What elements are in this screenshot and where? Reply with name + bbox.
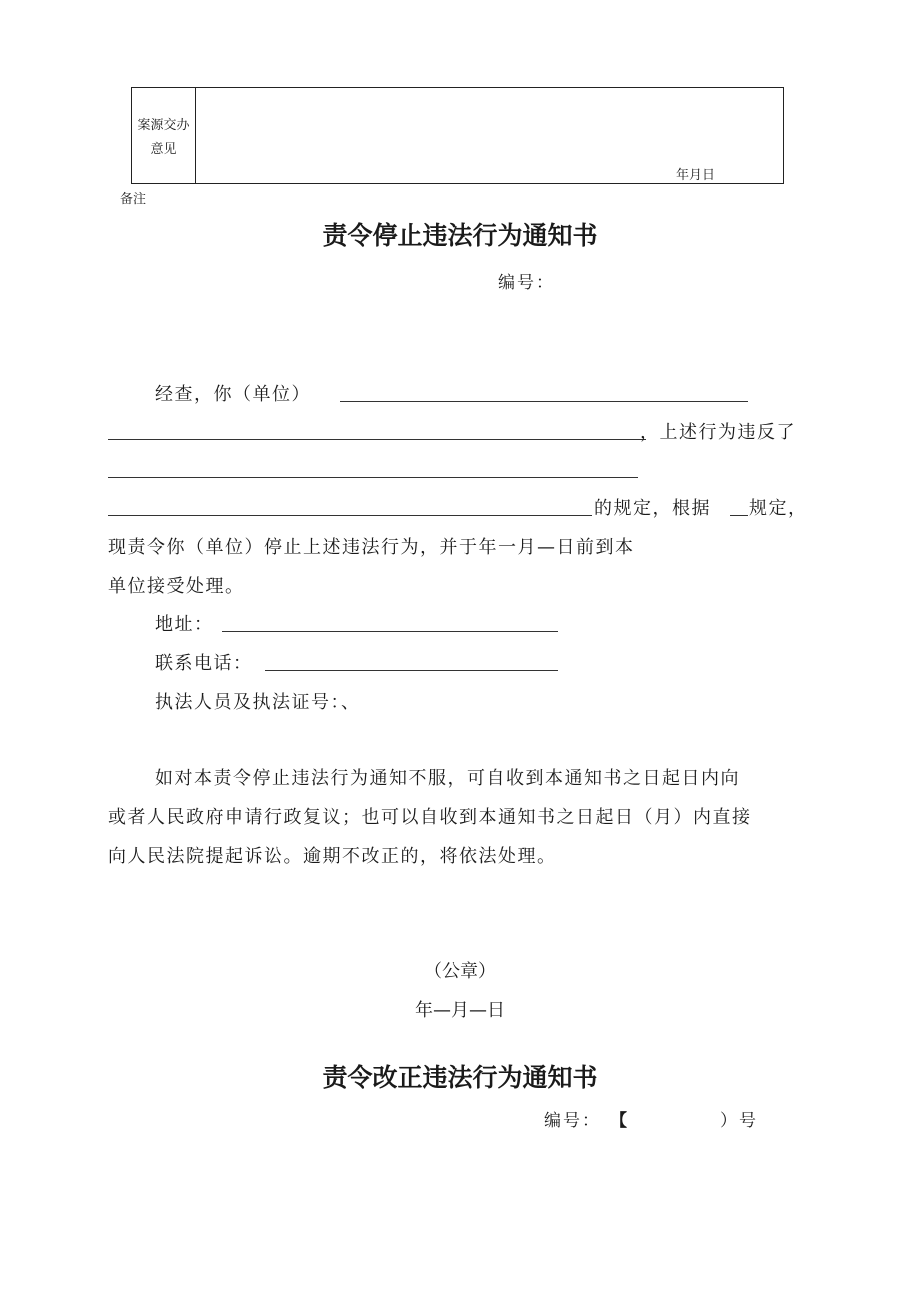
notice1-date: 年—月—日 bbox=[415, 1000, 505, 1021]
label-line-2: 意见 bbox=[150, 142, 177, 157]
address-blank bbox=[222, 631, 558, 632]
address-label: 地址： bbox=[155, 614, 214, 635]
law-blank-1 bbox=[108, 477, 638, 478]
notice1-line5: 现责令你（单位）停止上述违法行为，并于年一月—日前到本 bbox=[108, 537, 635, 558]
notice1-title: 责令停止违法行为通知书 bbox=[322, 221, 598, 250]
notice2-serial-close: ）号 bbox=[720, 1111, 758, 1131]
law-blank-2 bbox=[108, 515, 592, 516]
notice1-line1-prefix: 经查，你（单位） bbox=[155, 384, 311, 405]
notice2-serial-open: 【 bbox=[610, 1111, 629, 1131]
notice1-line2-suffix: ，上述行为违反了 bbox=[640, 422, 796, 443]
table-date: 年月日 bbox=[676, 168, 716, 183]
appeal-line-1: 如对本责令停止违法行为通知不服，可自收到本通知书之日起日内向 bbox=[155, 768, 740, 789]
official-seal: （公章） bbox=[424, 961, 496, 982]
remark-label: 备注 bbox=[120, 192, 147, 207]
notice1-line6: 单位接受处理。 bbox=[108, 576, 245, 597]
officer-label: 执法人员及执法证号：、 bbox=[155, 692, 361, 713]
phone-label: 联系电话： bbox=[155, 653, 253, 674]
notice1-serial: 编号： bbox=[498, 273, 555, 293]
notice1-line4-mid: 的规定，根据 bbox=[594, 498, 711, 519]
violation-desc-blank bbox=[108, 439, 646, 440]
label-line-1: 案源交办 bbox=[137, 118, 190, 133]
notice1-line4-end: 规定， bbox=[749, 498, 808, 519]
case-assignment-label bbox=[132, 88, 196, 183]
case-assignment-table bbox=[131, 87, 784, 184]
unit-name-blank bbox=[340, 401, 748, 402]
notice2-serial-label: 编号： bbox=[544, 1111, 601, 1131]
basis-blank bbox=[730, 515, 748, 516]
appeal-line-2: 或者人民政府申请行政复议；也可以自收到本通知书之日起日（月）内直接 bbox=[108, 807, 752, 828]
notice2-title: 责令改正违法行为通知书 bbox=[322, 1063, 598, 1092]
phone-blank bbox=[265, 670, 558, 671]
appeal-line-3: 向人民法院提起诉讼。逾期不改正的，将依法处理。 bbox=[108, 846, 557, 867]
